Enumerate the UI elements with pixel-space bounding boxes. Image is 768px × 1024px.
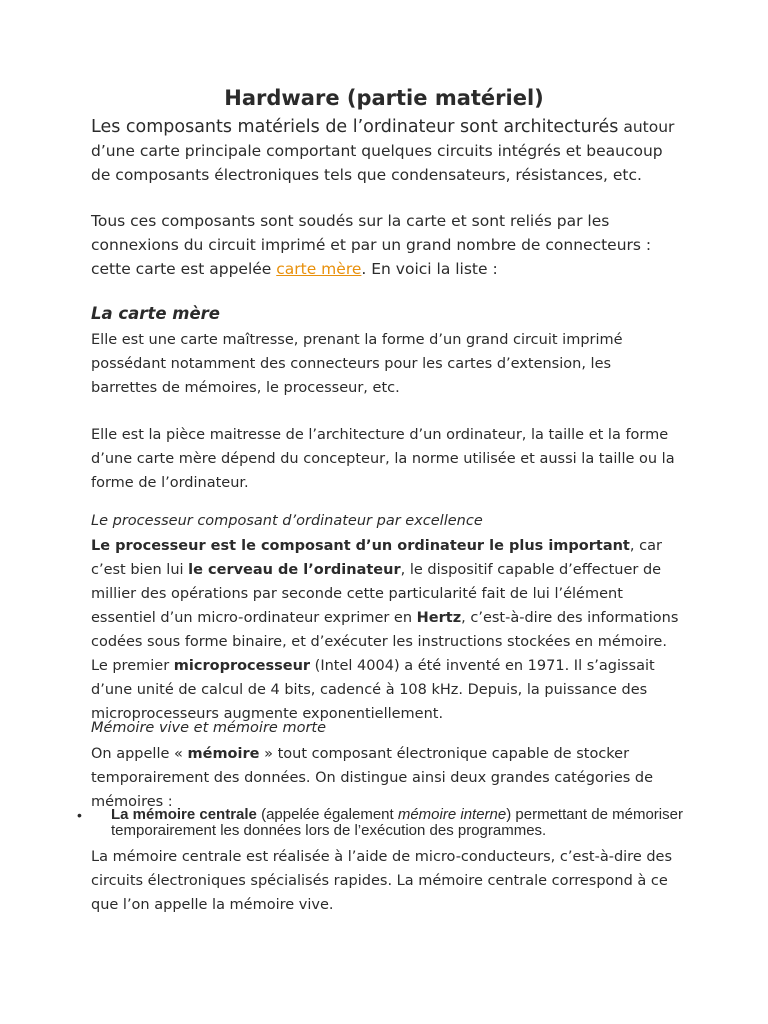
carte-mere-paragraph-2: Elle est la pièce maitresse de l’architecture d’un ordinateur, la taille et la forme d’une carte mère dépend du concepteur, la norme utilisée et aussi la taille ou la forme de l’ordinateur. — [91, 427, 675, 491]
processeur-bold-1: Le processeur est le composant d’un ordinateur le plus important — [91, 538, 630, 554]
processeur-bold-2: le cerveau de l’ordinateur — [188, 562, 401, 578]
list-item-text-1: (appelée également — [256, 806, 398, 823]
list-item — [77, 806, 691, 839]
processeur-text-4: (Intel 4004) a été inventé en 1971. Il s’agissait d’une unité de calcul de 4 bits, cadencé à 108 kHz. Depuis, la puissance des microprocesseurs augmente exponentiellement. — [91, 658, 655, 722]
intro-rest: autour d’une carte principale comportant quelques circuits intégrés et beaucoup de composants électroniques tels que condensateurs, résistances, etc. — [91, 118, 675, 184]
intro-lead: Les composants matériels de l’ordinateur sont architecturés — [91, 117, 619, 137]
heading-memoire: Mémoire vive et mémoire morte — [91, 720, 327, 736]
memoire-paragraph — [91, 742, 681, 814]
carte-mere-link[interactable]: carte mère — [276, 260, 362, 278]
processeur-bold-hertz: Hertz — [416, 610, 462, 626]
list-item-bold: La mémoire centrale — [111, 806, 257, 823]
processeur-text-2: , le dispositif capable d’effectuer de millier des opérations par seconde cette particularité fait de lui l’élément essentiel d’un micro-ordinateur exprimer en — [91, 562, 662, 626]
list-item-text-2: ) permettant de mémoriser temporairement les données lors de l’exécution des programmes. — [111, 806, 683, 839]
memoire-text-2: » tout composant électronique capable de stocker temporairement des données. On distingue ainsi deux grandes catégories de mémoires : — [91, 746, 654, 810]
components-text-before: Tous ces composants sont soudés sur la carte et sont reliés par les connexions du circuit imprimé et par un grand nombre de connecteurs : cette carte est appelée — [91, 212, 652, 278]
carte-mere-paragraph-1: Elle est une carte maîtresse, prenant la forme d’un grand circuit imprimé possédant notamment des connecteurs pour les cartes d’extension, les barrettes de mémoires, le processeur, etc. — [91, 332, 623, 396]
memoire-list — [77, 806, 691, 839]
memoire-text-1: On appelle « — [91, 746, 188, 762]
memoire-centrale-paragraph: La mémoire centrale est réalisée à l’aide de micro-conducteurs, c’est-à-dire des circuits électroniques spécialisés rapides. La mémoire centrale correspond à ce que l’on appelle la mémoire vive. — [91, 849, 673, 913]
processeur-bold-microprocesseur: microprocesseur — [173, 658, 311, 674]
heading-processeur: Le processeur composant d’ordinateur par excellence — [91, 513, 483, 529]
processeur-text-1: , car c’est bien lui — [91, 538, 662, 578]
bullet-icon: • — [77, 807, 82, 823]
components-text-after: . En voici la liste : — [361, 260, 498, 278]
intro-paragraph — [91, 115, 681, 187]
heading-carte-mere: La carte mère — [91, 304, 220, 323]
processeur-paragraph — [91, 534, 681, 726]
processeur-text-3: , c’est-à-dire des informations codées sous forme binaire, et d’exécuter les instructions stockées en mémoire. Le premier — [91, 610, 679, 674]
page-title: Hardware (partie matériel) — [224, 86, 544, 110]
components-paragraph — [91, 209, 681, 281]
list-item-italic: mémoire interne — [397, 806, 507, 823]
memoire-bold: mémoire — [187, 746, 260, 762]
